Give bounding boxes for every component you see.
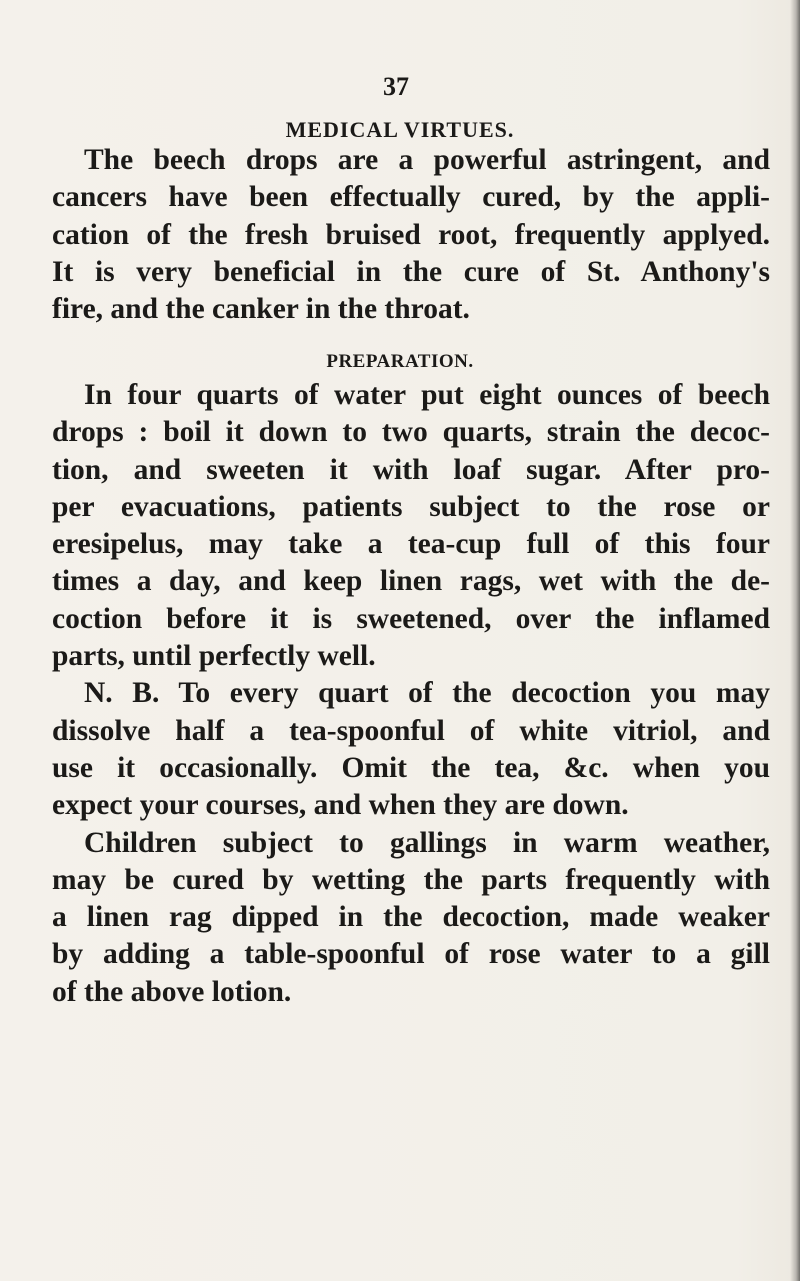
text-line: dissolve half a tea-spoonful of white vitriol, and (52, 714, 770, 747)
page-edge-shadow (790, 0, 800, 1281)
text-line: by adding a table-spoonful of rose water to a gill (52, 938, 770, 971)
text-line: fire, and the canker in the throat. (52, 293, 470, 326)
text-line: tion, and sweeten it with loaf sugar. After pro- (52, 453, 770, 486)
text-line: parts, until perfectly well. (52, 640, 376, 673)
text-line: It is very beneficial in the cure of St. Anthony's (52, 255, 770, 288)
text-line: eresipelus, may take a tea-cup full of this four (52, 528, 770, 561)
text-line: times a day, and keep linen rags, wet with the de- (52, 565, 770, 598)
text-line: use it occasionally. Omit the tea, &c. when you (52, 751, 770, 784)
text-line: a linen rag dipped in the decoction, made weaker (52, 901, 770, 934)
text-line: The beech drops are a powerful astringent, and (84, 144, 770, 176)
text-line: coction before it is sweetened, over the inflamed (52, 602, 770, 635)
text-line: drops : boil it down to two quarts, strain the decoc- (52, 416, 770, 449)
text-line: cation of the fresh bruised root, frequently applyed. (52, 218, 770, 251)
text-line: Children subject to gallings in warm weather, (84, 826, 770, 859)
text-line: may be cured by wetting the parts frequently with (52, 863, 770, 896)
medical-virtues-paragraph (52, 142, 770, 328)
text-line: expect your courses, and when they are down. (52, 789, 629, 822)
text-line: of the above lotion. (52, 975, 292, 1008)
page-number: 37 (383, 72, 409, 101)
preparation-paragraph (52, 377, 770, 1011)
text-line: cancers have been effectually cured, by the appli- (52, 181, 770, 214)
text-line: In four quarts of water put eight ounces of beech (84, 379, 770, 411)
text-line: N. B. To every quart of the decoction you may (84, 677, 770, 710)
text-line: per evacuations, patients subject to the rose or (52, 490, 770, 523)
section-heading-preparation: PREPARATION. (326, 351, 474, 372)
section-heading-medical-virtues: MEDICAL VIRTUES. (285, 117, 515, 142)
